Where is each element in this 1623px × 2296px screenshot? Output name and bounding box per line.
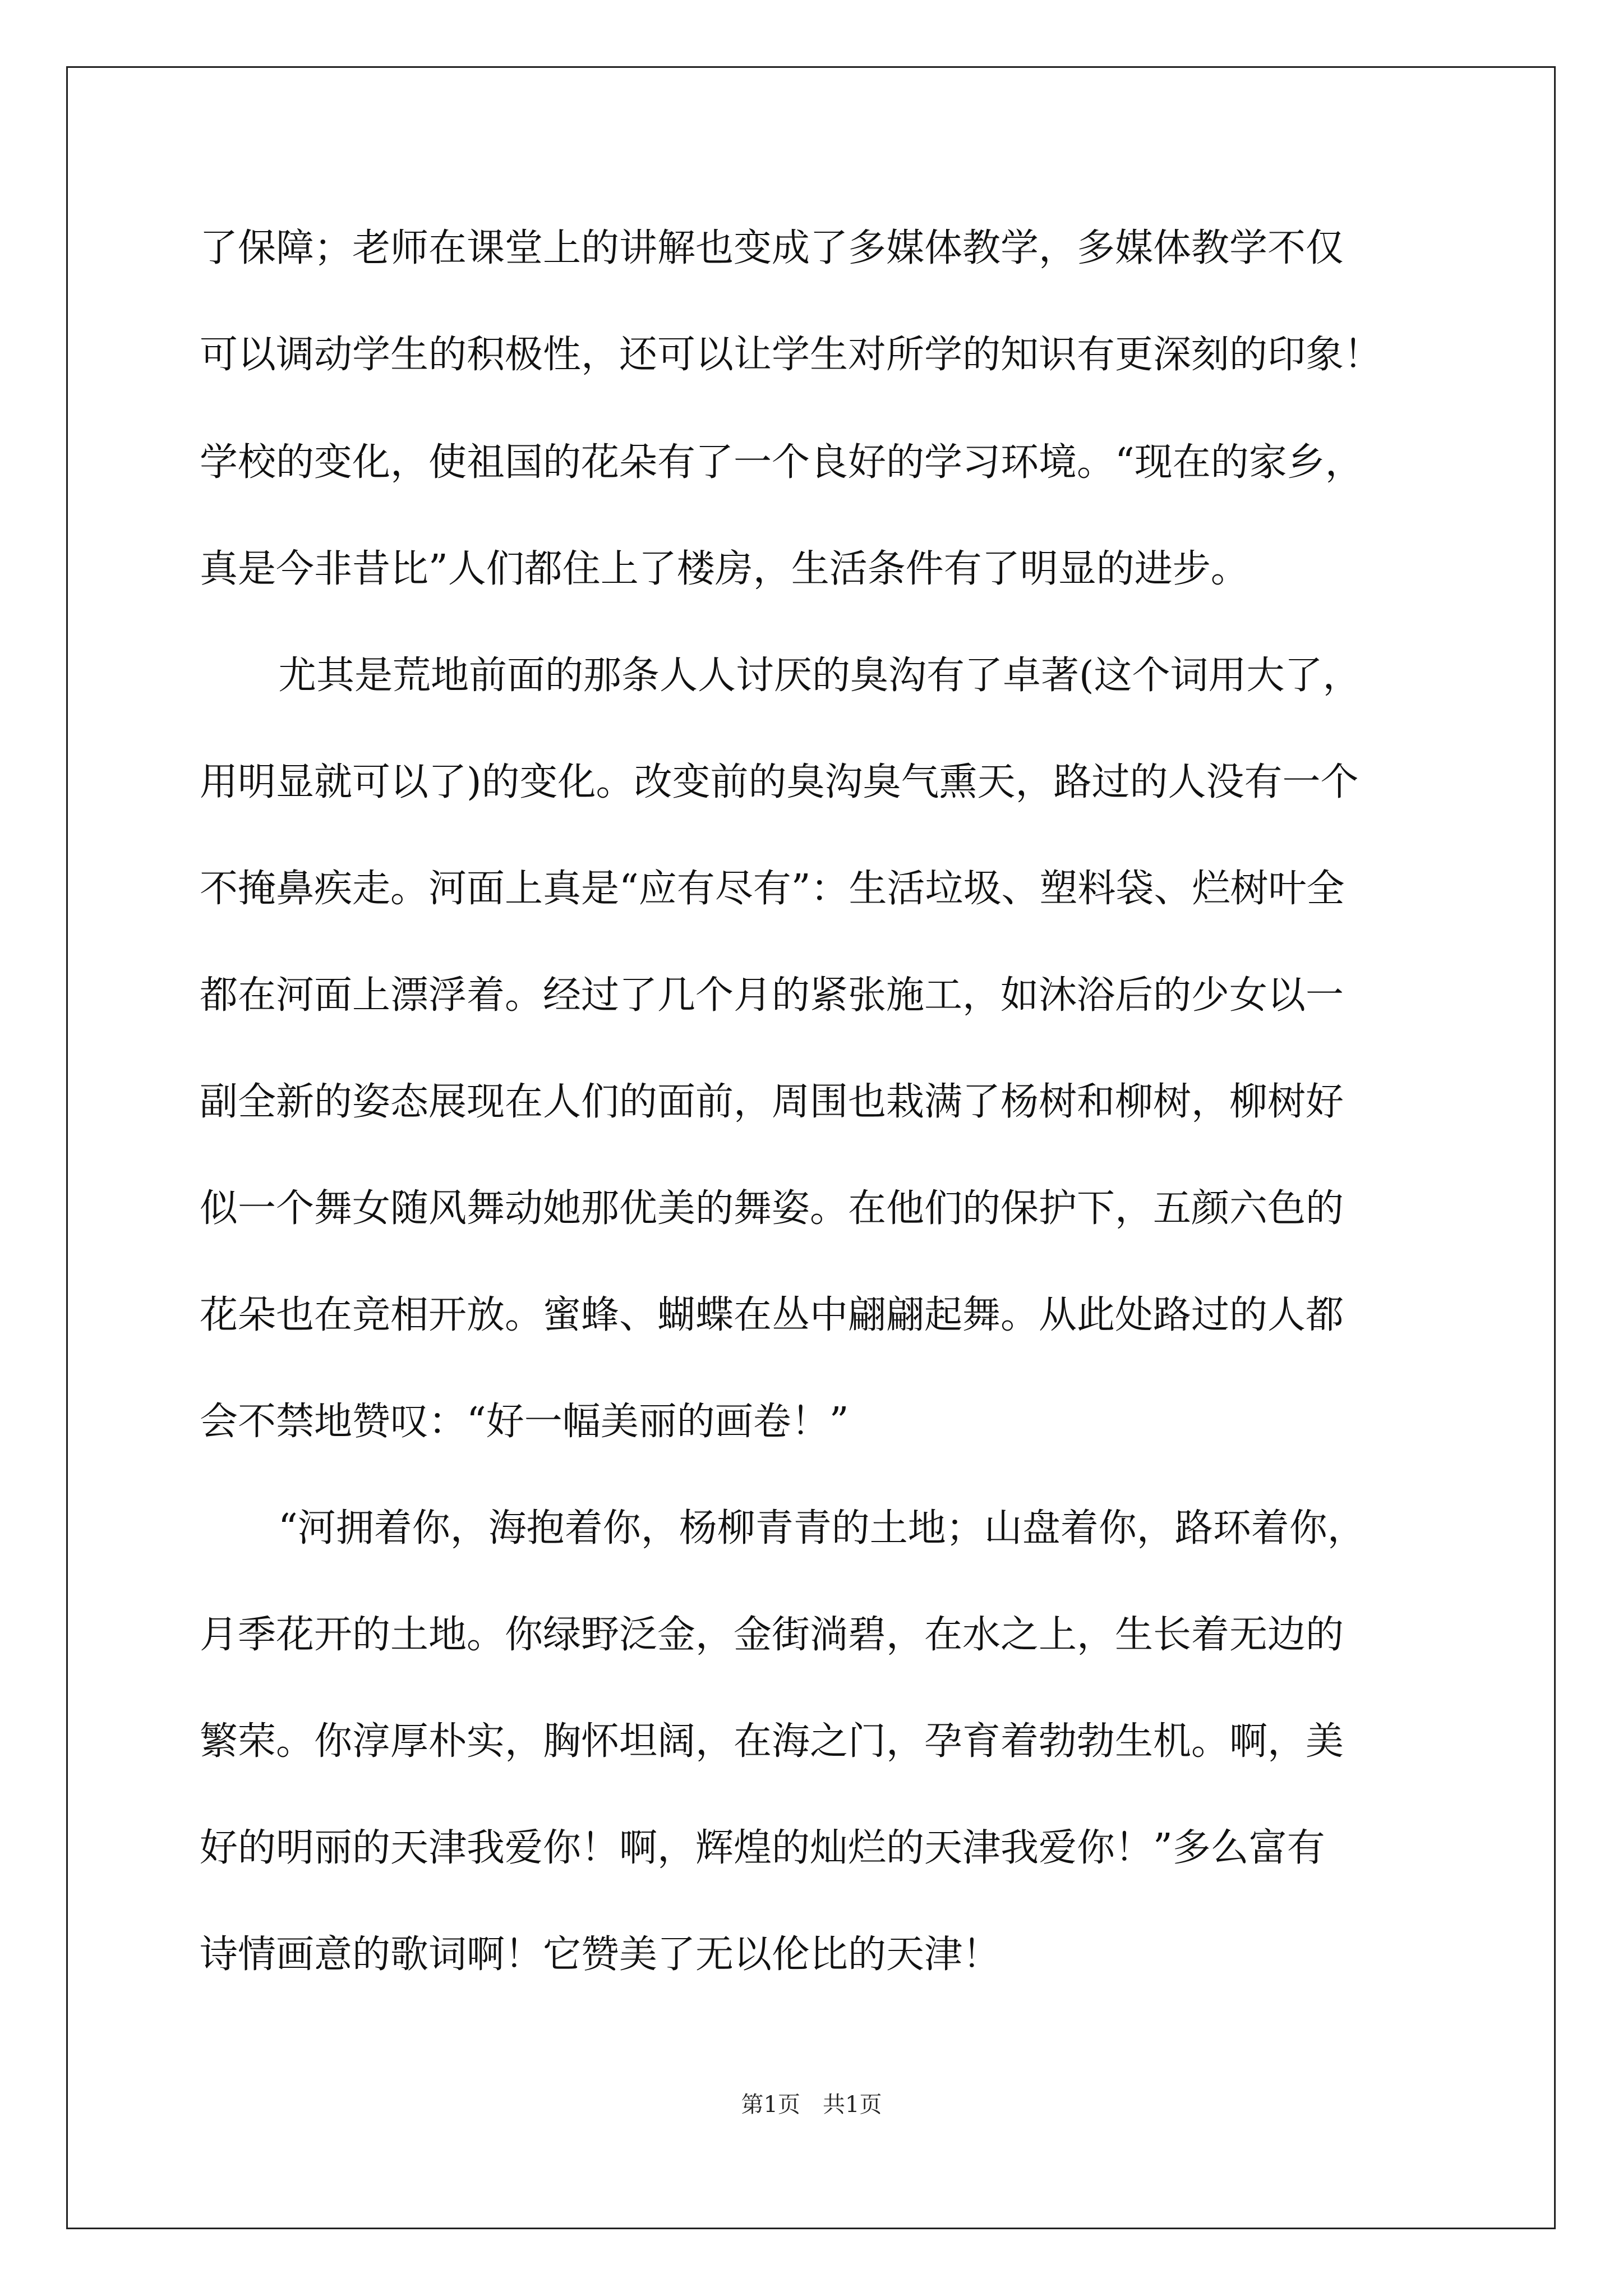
text-line: 都在河面上漂浮着。经过了几个月的紧张施工，如沐浴后的少女以一 (200, 973, 1344, 1018)
text-line: 了保障；老师在课堂上的讲解也变成了多媒体教学，多媒体教学不仅 (200, 226, 1344, 270)
page-border (66, 66, 1556, 2229)
text-line: 学校的变化，使祖国的花朵有了一个良好的学习环境。“现在的家乡， (200, 440, 1363, 485)
text-line: 用明显就可以了)的变化。改变前的臭沟臭气熏天，路过的人没有一个 (200, 760, 1359, 804)
text-line: 会不禁地赞叹：“好一幅美丽的画卷！” (200, 1400, 849, 1444)
text-line: 副全新的姿态展现在人们的面前，周围也栽满了杨树和柳树，柳树好 (200, 1080, 1344, 1124)
text-line: 月季花开的土地。你绿野泛金，金街淌碧，在水之上，生长着无边的 (200, 1613, 1344, 1657)
text-line: 似一个舞女随风舞动她那优美的舞姿。在他们的保护下，五颜六色的 (200, 1186, 1344, 1231)
text-line: 好的明丽的天津我爱你！啊，辉煌的灿烂的天津我爱你！”多么富有 (200, 1826, 1325, 1870)
text-line: 诗情画意的歌词啊！它赞美了无以伦比的天津！ (200, 1932, 1001, 1977)
text-line: 花朵也在竞相开放。蜜蜂、蝴蝶在丛中翩翩起舞。从此处路过的人都 (200, 1293, 1344, 1337)
page-footer: 第1页 共1页 (741, 2092, 882, 2118)
text-line: 繁荣。你淳厚朴实，胸怀坦阔，在海之门，孕育着勃勃生机。啊，美 (200, 1719, 1344, 1764)
paragraph-first-line: “河拥着你，海抱着你，杨柳青青的土地；山盘着你，路环着你， (278, 1506, 1366, 1550)
text-line: 可以调动学生的积极性，还可以让学生对所学的知识有更深刻的印象！ (200, 333, 1382, 377)
text-line: 真是今非昔比”人们都住上了楼房，生活条件有了明显的进步。 (200, 547, 1249, 591)
text-line: 不掩鼻疾走。河面上真是“应有尽有”：生活垃圾、塑料袋、烂树叶全 (200, 867, 1345, 911)
paragraph-first-line: 尤其是荒地前面的那条人人讨厌的臭沟有了卓著(这个词用大了， (278, 654, 1361, 698)
